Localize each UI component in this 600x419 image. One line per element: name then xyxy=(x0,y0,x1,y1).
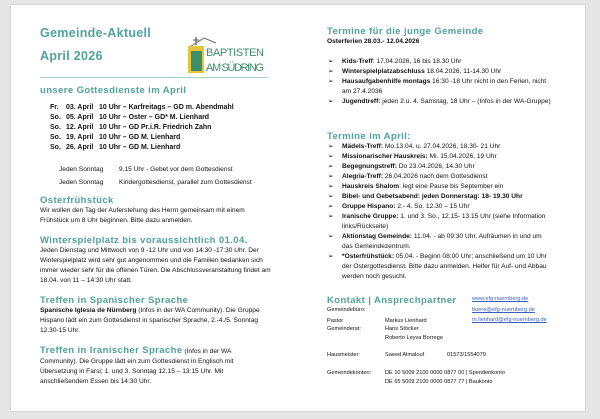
youth-list xyxy=(327,57,552,107)
newsletter-page xyxy=(11,5,585,411)
list-item xyxy=(327,67,552,77)
item-title: Kids-Treff xyxy=(342,58,373,65)
list-item xyxy=(327,57,552,67)
church-logo xyxy=(186,34,268,74)
pastor-email-link[interactable]: m.lienhard@efg-nuernberg.de xyxy=(472,317,547,323)
list-item xyxy=(327,172,552,182)
item-title: Winterspielplatzabschluss xyxy=(342,68,425,75)
service-day: So. xyxy=(50,144,61,151)
list-item xyxy=(327,152,552,162)
list-item xyxy=(327,142,552,152)
item-title: Iranische Gruppe: xyxy=(342,213,399,220)
services-heading: unsere Gottesdienste im April xyxy=(40,85,187,96)
service-date: 03. April xyxy=(66,104,94,111)
weekly-when: Jeden Sonntag xyxy=(59,179,104,186)
list-item xyxy=(327,77,552,97)
youth-heading: Termine für die junge Gemeinde xyxy=(327,26,484,37)
pastor-label: Pastor xyxy=(327,318,344,324)
youth-sub: Osterferien 28.03.- 12.04.2026 xyxy=(327,38,420,45)
janitor-name: Saeed Almalouf xyxy=(385,352,425,358)
list-item xyxy=(327,212,552,232)
spanish-text: (Infos in der WA Community). Die Gruppe Hispano lädt ein zum Gottesdienst in spanischer Sprache, 2.-4./5. Sonntag 12.30-15 Uhr. xyxy=(40,307,260,334)
oster-text: Wir wollen den Tag der Auferstehung des Herrn gemeinsam mit einem Frühstück um 8 Uhr beginnen. Bitte dazu anmelden. xyxy=(40,207,245,224)
weekly-when: Jeden Sonntag xyxy=(59,166,104,173)
item-title: Gruppe Hispano: xyxy=(342,203,396,210)
service-day: So. xyxy=(50,134,61,141)
service-date: 05. April xyxy=(66,114,94,121)
service-text: 10 Uhr – GD M. Lienhard xyxy=(99,134,181,141)
iranian-text: (Infos in der WA Community). Die Gruppe lädt ein zum Gottesdienst in Englisch mit Übersetzung in Farsi; 1. und 3. Sonntag 12.15 – 13:15 Uhr. Mit anschließendem Essen bis 14:30 Uhr. xyxy=(40,348,234,385)
item-text: Do 23.04.2026, 14.30 Uhr xyxy=(396,163,475,170)
item-title: Aktionstag Gemeinde: xyxy=(342,233,412,240)
item-text: 16:30 -18 Uhr nicht in den Ferien, nicht am 27.4.2036 xyxy=(342,78,547,95)
section-iranian xyxy=(40,346,262,387)
service-row xyxy=(50,103,234,113)
item-title: Missionarischer Hauskreis: xyxy=(342,153,428,160)
oster-heading: Osterfrühstück xyxy=(40,195,114,206)
spanish-heading: Treffen in Spanischer Sprache xyxy=(40,295,189,306)
list-item xyxy=(327,162,552,172)
list-item xyxy=(327,182,552,192)
section-contact xyxy=(327,295,577,385)
item-text: 05.04. - Beginn 08:00 Uhr; anschließend um 10 Uhr der Ostergottesdienst. Bitte dazu anmelden. Helfer für Auf- und Abbau werden noch gesucht. xyxy=(342,253,547,280)
item-text: : 17.04.2026, 16 bis 18.30 Uhr xyxy=(372,58,462,65)
service-date: 12. April xyxy=(66,124,94,131)
item-text: Mi. 15.04.2026, 19 Uhr xyxy=(427,153,497,160)
weekly-what: Kindergottesdienst, parallel zum Gottesdienst xyxy=(119,179,252,186)
website-link[interactable]: www.efg-nuernberg.de xyxy=(472,296,529,302)
service-day: Fr. xyxy=(50,104,59,111)
account-building: DE 65 5009 2100 0000 0877 77 | Baukonto xyxy=(385,379,493,385)
service-text: 10 Uhr – GD M. Lienhard xyxy=(99,144,181,151)
april-heading: Termine im April: xyxy=(327,131,411,142)
janitor-phone: 01573/1554079 xyxy=(447,352,486,358)
section-youth xyxy=(327,26,567,107)
service-row xyxy=(50,133,234,143)
accounts-label: Gemeindekonten: xyxy=(327,370,372,376)
list-item xyxy=(327,232,552,252)
item-text: : legt eine Pause bis September ein xyxy=(399,183,504,190)
council-label: Gemeinderat: xyxy=(327,326,361,332)
item-text: Mo.13.04. u. 27.04.2026, 18.30- 21 Uhr xyxy=(383,143,501,150)
service-date: 26. April xyxy=(66,144,94,151)
section-oster xyxy=(40,195,272,226)
section-winter xyxy=(40,235,280,286)
item-text: 2.- 4. So. 12.30 – 15 Uhr xyxy=(395,203,470,210)
services-list xyxy=(50,103,234,153)
svg-text:AM SÜDRING: AM SÜDRING xyxy=(206,62,264,74)
item-text: 26.04.2026 nach dem Gottesdienst xyxy=(383,173,488,180)
item-title: Bibel- und Gebetsabend: jeden Donnerstag: 18- 19.30 Uhr xyxy=(342,193,523,200)
item-title: Jugendtreff: xyxy=(342,98,381,105)
weekly-what: 9.15 Uhr - Gebet vor dem Gottesdienst xyxy=(119,166,233,173)
weekly-list xyxy=(59,163,252,189)
service-day: So. xyxy=(50,124,61,131)
item-text: 11.04. - ab 09:30 Uhr. Aufräumen in und um das Gemeindezentrum. xyxy=(342,233,542,250)
pastor-name: Markus Lienhard xyxy=(385,318,427,324)
item-title: Alegria-Treff: xyxy=(342,173,384,180)
council-member: Hans Stöcker xyxy=(385,326,419,332)
weekly-row xyxy=(59,163,252,176)
item-text: 1. und 3. So., 12.15- 13.15 Uhr (siehe Information links/Rückseite) xyxy=(342,213,546,230)
janitor-label: Hausmeister: xyxy=(327,352,360,358)
office-label: Gemeindebüro: xyxy=(327,307,366,313)
list-item xyxy=(327,192,552,202)
list-item xyxy=(327,97,552,107)
divider xyxy=(40,77,268,78)
list-item xyxy=(327,202,552,212)
service-text: 10 Uhr – GD Pr.i.R. Friedrich Zahn xyxy=(99,124,212,131)
service-row xyxy=(50,123,234,133)
april-list xyxy=(327,142,552,282)
section-spanish xyxy=(40,295,272,336)
service-text: 10 Uhr – Karfreitags – GD m. Abendmahl xyxy=(99,104,234,111)
item-title: *Osterfrühstück: xyxy=(342,253,395,260)
contact-heading: Kontakt | Ansprechpartner xyxy=(327,295,457,306)
service-date: 19. April xyxy=(66,134,94,141)
winter-heading: Winterspielplatz bis voraussichtlich 01.04. xyxy=(40,235,248,246)
list-item xyxy=(327,252,552,282)
item-title: Hauskreis Shalom xyxy=(342,183,400,190)
account-donation: DE 10 5009 2100 0000 0877 00 | Spendenkonto xyxy=(385,370,505,376)
council-member: Roberto Leyva Borrego xyxy=(385,335,443,341)
weekly-row xyxy=(59,176,252,189)
item-title: Mädels-Treff: xyxy=(342,143,384,150)
spanish-bold: Spanische Iglesia de Nürnberg xyxy=(40,307,137,314)
page-title: Gemeinde-Aktuell xyxy=(40,26,152,40)
item-text: jeden 2.u. 4. Samstag, 18 Uhr – (Infos in der WA-Gruppe) xyxy=(380,98,551,105)
service-text: 10 Uhr – Oster – GD* M. Lienhard xyxy=(99,114,210,121)
svg-text:BAPTISTEN: BAPTISTEN xyxy=(206,47,264,59)
item-text: 18.04.2026, 11-14.30 Uhr xyxy=(424,68,502,75)
office-email-link[interactable]: buero@efg-nuernberg.de xyxy=(472,307,535,313)
item-title: Hausaufgabenhilfe montags xyxy=(342,78,431,85)
section-april xyxy=(327,131,567,282)
service-row xyxy=(50,113,234,123)
service-day: So. xyxy=(50,114,61,121)
winter-text: Jeden Dienstag und Mittwoch von 9 -12 Uhr und von 14:30 -17:30 Uhr. Der Winterspielplatz wird sehr gut angenommen und die Familien bedanken sich immer wieder sehr für die offenen Türen. Die Abschlussveranstaltung findet am 18.04. von 11 – 14:30 Uhr statt. xyxy=(40,247,271,284)
page-subtitle: April 2026 xyxy=(40,49,103,63)
iranian-heading: Treffen in Iranischer Sprache xyxy=(40,345,183,356)
item-title: Begegnungstreff: xyxy=(342,163,397,170)
service-row xyxy=(50,143,234,153)
